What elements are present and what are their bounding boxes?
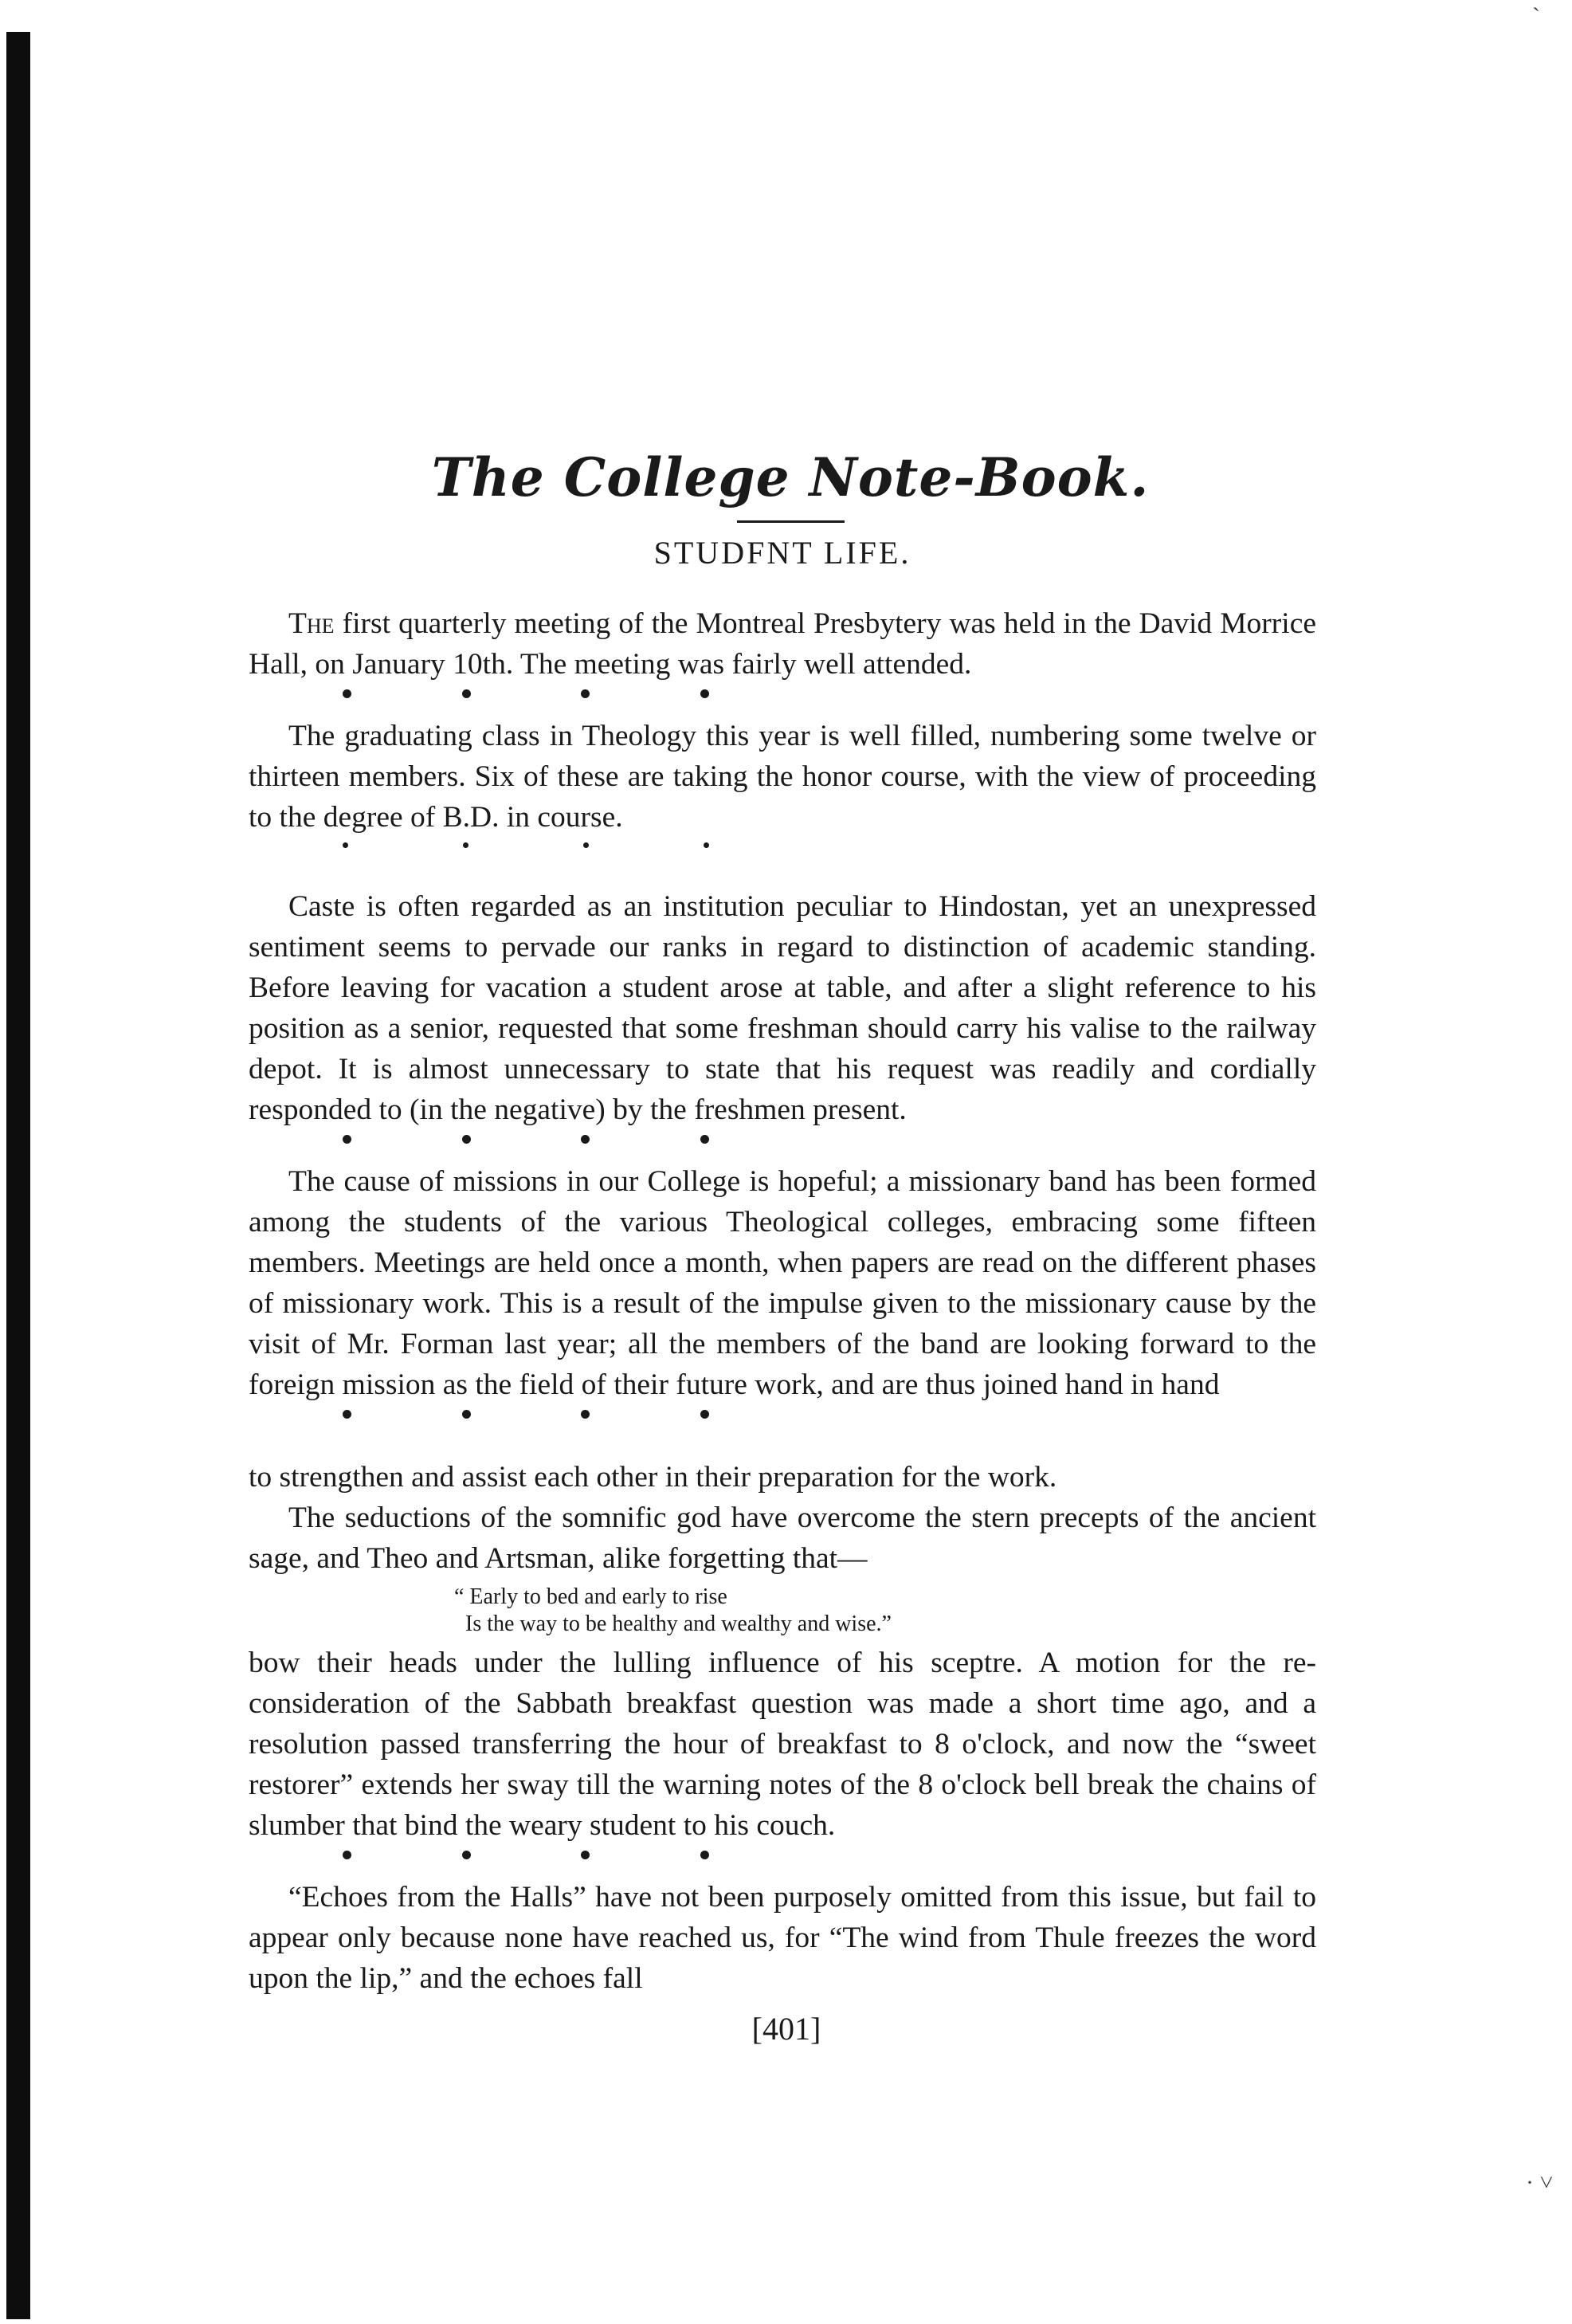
section-divider xyxy=(343,842,709,848)
binding-edge xyxy=(6,32,30,2319)
section-divider xyxy=(343,689,709,698)
paragraph-somnific: The seductions of the somnific god have overcome the stern precepts of the ancient sage, and Theo and Artsman, alike forgetting that— xyxy=(249,1502,1316,1576)
paragraph-breakfast: bow their heads under the lulling influence of his sceptre. A motion for the re-consideration of the Sabbath breakfast question was made a short time ago, and a resolution passed transferring the hour of breakfast to 8 o'clock, and now the “sweet restorer” extends her sway till the warning notes of the 8 o'clock bell break the chains of slumber that bind the weary student to his couch. xyxy=(249,1647,1316,1843)
section-divider xyxy=(343,1410,709,1419)
paragraph-echoes: “Echoes from the Halls” have not been purposely omitted from this issue, but fail to appear only because none have reached us, for “The wind from Thule freezes the word upon the lip,” and the echoes fall xyxy=(249,1881,1316,1996)
paragraph-missions: The cause of missions in our College is hopeful; a missionary band has been formed among the students of the various Theological colleges, embracing some fifteen members. Meetings are held once a month, when papers are read on the different phases of missionary work. This is a result of the impulse given to the missionary cause by the visit of Mr. Forman last year; all the members of the band are looking forward to the foreign mission as the field of their future work, and are thus joined hand in hand xyxy=(249,1165,1316,1402)
paragraph-caste: Caste is often regarded as an institution peculiar to Hindostan, yet an unexpressed sentiment seems to pervade our ranks in regard to distinction of academic standing. Before leaving for vacation a student arose at table, and after a slight reference to his position as a senior, requested that some freshman should carry his valise to the railway depot. It is almost unnecessary to state that his request was readily and cordially responded to (in the negative) by the freshmen present. xyxy=(249,890,1316,1127)
scan-speck: · ˅ xyxy=(1526,2169,1554,2196)
paragraph-presbytery xyxy=(249,603,1316,685)
verse-line: Is the way to be healthy and wealthy and wise.” xyxy=(465,1611,892,1637)
page-heading: The College Note-Book. xyxy=(431,446,1150,508)
section-title: STUDFNT LIFE. xyxy=(653,535,911,571)
section-divider xyxy=(343,1135,709,1144)
scan-speck: ˋ xyxy=(1532,3,1540,29)
page-content xyxy=(249,446,1316,2047)
page-number: [401] xyxy=(751,2011,821,2047)
section-divider xyxy=(343,1851,709,1859)
paragraph-first-word: The xyxy=(288,607,335,641)
verse-quote xyxy=(249,1584,1316,1638)
paragraph-text: first quarterly meeting of the Montreal Presbytery was held in the David Morrice Hall, on January 10th. The meeting was fairly well attended. xyxy=(249,607,1316,681)
paragraph-missions-continued: to strengthen and assist each other in their preparation for the work. xyxy=(249,1461,1057,1494)
heading-rule xyxy=(737,520,845,523)
verse-line: “ Early to bed and early to rise xyxy=(454,1584,727,1610)
paragraph-graduating-class: The graduating class in Theology this year is well filled, numbering some twelve or thirteen members. Six of these are taking the honor course, with the view of proceeding to the degree of B.D. in course. xyxy=(249,720,1316,834)
